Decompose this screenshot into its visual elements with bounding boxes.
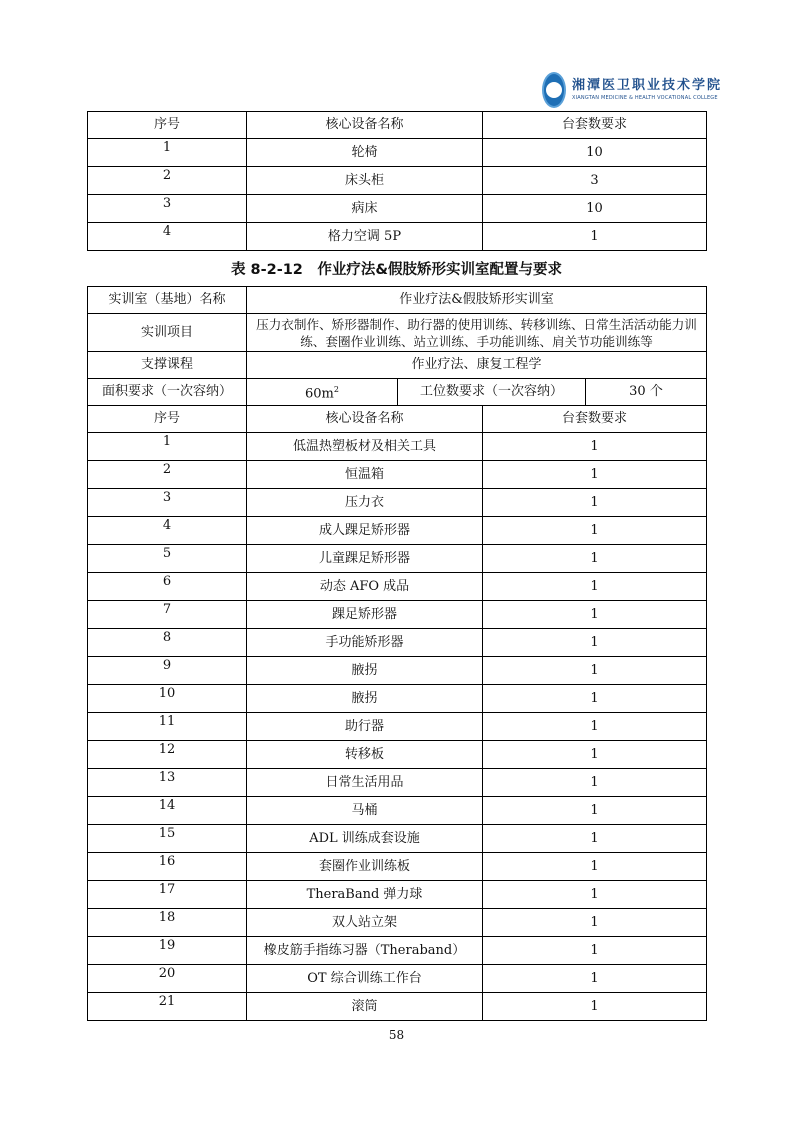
equipment-name-cell: 儿童踝足矫形器 [247,545,483,573]
serial-number-cell: 20 [88,965,247,993]
equipment-name-cell: TheraBand 弹力球 [247,881,483,909]
quantity-cell: 1 [483,825,707,853]
training-project-value: 压力衣制作、矫形器制作、助行器的使用训练、转移训练、日常生活活动能力训练、套圈作业训练、站立训练、手功能训练、肩关节功能训练等 [247,314,707,352]
quantity-cell: 1 [483,545,707,573]
serial-number-cell: 15 [88,825,247,853]
table-row [88,433,707,461]
table-row [88,195,707,223]
serial-number-cell: 1 [88,433,247,461]
ot-prosthetics-lab-table [87,286,707,1021]
room-name-row [88,287,707,314]
table-caption: 表 8-2-12 作业疗法&假肢矫形实训室配置与要求 [230,262,563,278]
table-row [88,601,707,629]
quantity-cell: 1 [483,741,707,769]
table-row [88,573,707,601]
equipment-name-cell: 橡皮筋手指练习器（Theraband） [247,937,483,965]
equipment-name-cell: 腋拐 [247,657,483,685]
header-quantity: 台套数要求 [483,406,707,433]
logo-english-name: XIANGTAN MEDICINE & HEALTH VOCATIONAL COLLEGE [572,95,718,101]
table-row [88,713,707,741]
table-row [88,517,707,545]
quantity-cell: 3 [483,167,707,195]
serial-number-cell: 2 [88,461,247,489]
college-logo [542,70,722,110]
equipment-name-cell: 动态 AFO 成品 [247,573,483,601]
header-quantity: 台套数要求 [483,112,707,139]
area-value-text: 60m [305,386,334,402]
table-row [88,881,707,909]
table-row [88,937,707,965]
table-row [88,489,707,517]
serial-number-cell: 10 [88,685,247,713]
serial-number-cell: 9 [88,657,247,685]
serial-number-cell: 7 [88,601,247,629]
equipment-name-cell: 格力空调 5P [247,223,483,251]
serial-number-cell: 6 [88,573,247,601]
equipment-name-cell: 压力衣 [247,489,483,517]
equipment-name-cell: 套圈作业训练板 [247,853,483,881]
quantity-cell: 1 [483,965,707,993]
quantity-cell: 10 [483,139,707,167]
header-equipment-name: 核心设备名称 [247,406,483,433]
serial-number-cell: 19 [88,937,247,965]
table-row [88,853,707,881]
table-row [88,685,707,713]
area-label: 面积要求（一次容纳） [88,379,247,406]
equipment-name-cell: 床头柜 [247,167,483,195]
quantity-cell: 1 [483,517,707,545]
equipment-name-cell: 助行器 [247,713,483,741]
quantity-cell: 1 [483,433,707,461]
quantity-cell: 1 [483,601,707,629]
serial-number-cell: 21 [88,993,247,1021]
quantity-cell: 1 [483,461,707,489]
serial-number-cell: 13 [88,769,247,797]
course-label: 支撑课程 [88,352,247,379]
area-value [247,379,398,406]
quantity-cell: 1 [483,993,707,1021]
table-row [88,909,707,937]
quantity-cell: 1 [483,489,707,517]
quantity-cell: 1 [483,573,707,601]
equipment-name-cell: 滚筒 [247,993,483,1021]
table-row [88,741,707,769]
quantity-cell: 1 [483,223,707,251]
serial-number-cell: 4 [88,517,247,545]
station-label: 工位数要求（一次容纳） [398,379,586,406]
equipment-name-cell: 低温热塑板材及相关工具 [247,433,483,461]
station-value: 30 个 [586,379,707,406]
table-row [88,797,707,825]
serial-number-cell: 2 [88,167,247,195]
serial-number-cell: 12 [88,741,247,769]
college-seal-icon [542,72,566,108]
equipment-name-cell: 轮椅 [247,139,483,167]
table-row [88,629,707,657]
serial-number-cell: 18 [88,909,247,937]
logo-chinese-name: 湘潭医卫职业技术学院 [572,78,723,93]
serial-number-cell: 17 [88,881,247,909]
training-project-row [88,314,707,352]
table-row [88,139,707,167]
equipment-name-cell: 成人踝足矫形器 [247,517,483,545]
table-row [88,993,707,1021]
equipment-name-cell: 踝足矫形器 [247,601,483,629]
equipment-name-cell: 恒温箱 [247,461,483,489]
serial-number-cell: 3 [88,195,247,223]
table-row [88,223,707,251]
serial-number-cell: 14 [88,797,247,825]
table-row [88,461,707,489]
equipment-name-cell: 手功能矫形器 [247,629,483,657]
header-serial: 序号 [88,112,247,139]
quantity-cell: 1 [483,909,707,937]
serial-number-cell: 4 [88,223,247,251]
serial-number-cell: 8 [88,629,247,657]
quantity-cell: 1 [483,797,707,825]
area-unit-exponent: 2 [333,384,339,394]
equipment-table-continued [87,111,707,251]
header-equipment-name: 核心设备名称 [247,112,483,139]
equipment-name-cell: 双人站立架 [247,909,483,937]
table-row [88,657,707,685]
equipment-name-cell: 病床 [247,195,483,223]
table-row [88,825,707,853]
table-row [88,167,707,195]
equipment-name-cell: 马桶 [247,797,483,825]
quantity-cell: 1 [483,853,707,881]
page-number: 58 [388,1028,405,1042]
table-row [88,769,707,797]
equipment-name-cell: 腋拐 [247,685,483,713]
room-name-value: 作业疗法&假肢矫形实训室 [247,287,707,314]
room-name-label: 实训室（基地）名称 [88,287,247,314]
serial-number-cell: 3 [88,489,247,517]
table-row [88,965,707,993]
equipment-name-cell: OT 综合训练工作台 [247,965,483,993]
equipment-name-cell: 日常生活用品 [247,769,483,797]
quantity-cell: 1 [483,629,707,657]
area-row [88,379,707,406]
course-row [88,352,707,379]
equipment-name-cell: ADL 训练成套设施 [247,825,483,853]
quantity-cell: 1 [483,685,707,713]
serial-number-cell: 5 [88,545,247,573]
training-project-label: 实训项目 [88,314,247,352]
table-header-row [88,112,707,139]
quantity-cell: 1 [483,713,707,741]
serial-number-cell: 11 [88,713,247,741]
quantity-cell: 1 [483,937,707,965]
equipment-name-cell: 转移板 [247,741,483,769]
quantity-cell: 1 [483,657,707,685]
table-row [88,545,707,573]
serial-number-cell: 1 [88,139,247,167]
serial-number-cell: 16 [88,853,247,881]
quantity-cell: 1 [483,769,707,797]
header-serial: 序号 [88,406,247,433]
quantity-cell: 1 [483,881,707,909]
table-header-row [88,406,707,433]
quantity-cell: 10 [483,195,707,223]
course-value: 作业疗法、康复工程学 [247,352,707,379]
